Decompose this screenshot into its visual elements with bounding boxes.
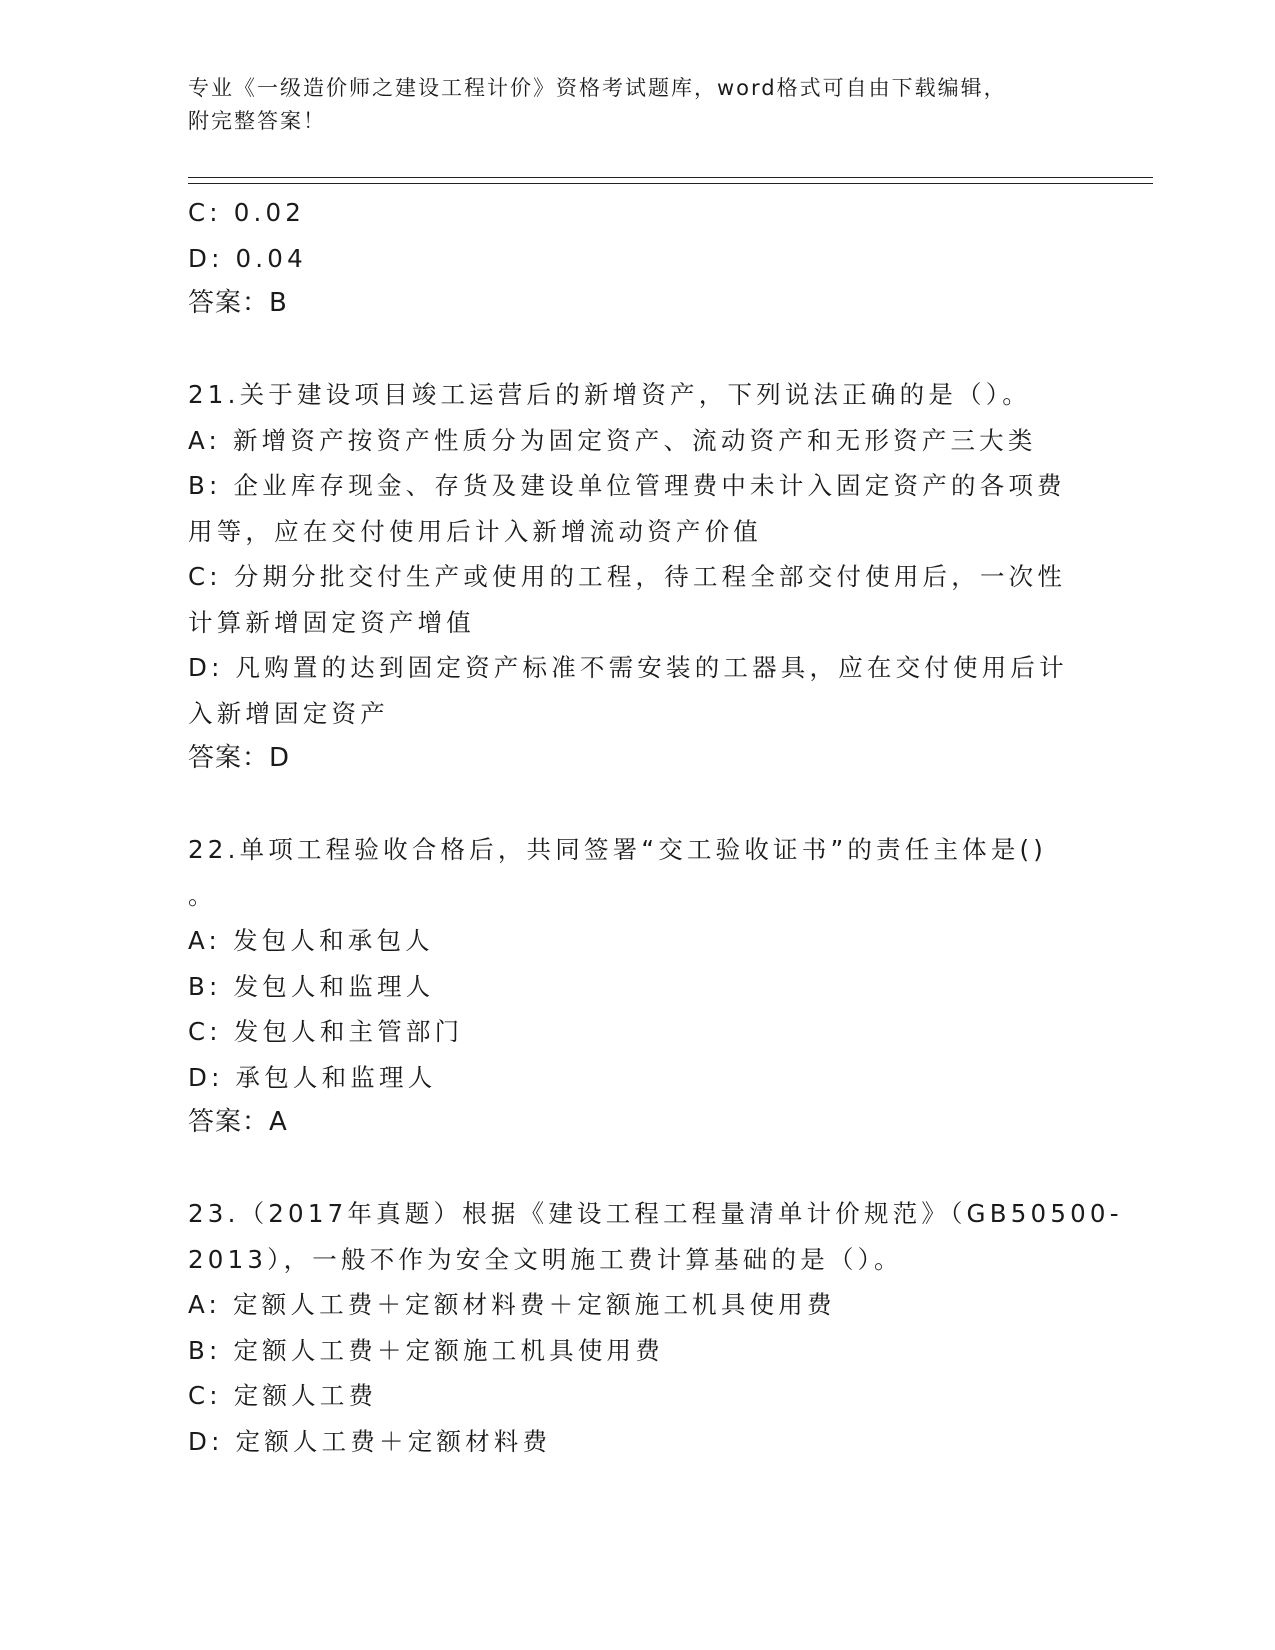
q21-option-c-line-1: C: 分期分批交付生产或使用的工程，待工程全部交付使用后，一次性	[188, 562, 1067, 591]
q22-stem-line-1: 22.单项工程验收合格后，共同签署“交工验收证书”的责任主体是()	[188, 835, 1048, 864]
question-content	[188, 190, 1123, 1464]
q21-option-b-line-2: 用等，应在交付使用后计入新增流动资产价值	[188, 516, 762, 546]
q21-stem: 21.关于建设项目竣工运营后的新增资产，下列说法正确的是（）。	[188, 380, 1031, 409]
spacer	[188, 1146, 1088, 1192]
prev-option-d: D: 0.04	[188, 243, 307, 273]
q22-option-a: A: 发包人和承包人	[188, 926, 434, 955]
document-header	[188, 72, 1068, 138]
q23-option-b: B: 定额人工费＋定额施工机具使用费	[188, 1335, 664, 1365]
q23-option-a: A: 定额人工费＋定额材料费＋定额施工机具使用费	[188, 1290, 836, 1319]
prev-answer: 答案：B	[188, 288, 288, 318]
q22-option-d: D: 承包人和监理人	[188, 1062, 437, 1092]
q22-answer: 答案：A	[188, 1107, 288, 1137]
q21-answer: 答案：D	[188, 743, 291, 773]
q23-option-d: D: 定额人工费＋定额材料费	[188, 1426, 552, 1456]
q23-stem-line-2: 2013），一般不作为安全文明施工费计算基础的是（）。	[188, 1244, 903, 1274]
q21-option-c-line-2: 计算新增固定资产增值	[188, 607, 475, 637]
header-double-rule	[188, 177, 1153, 184]
header-line-1: 专业《一级造价师之建设工程计价》资格考试题库，word格式可自由下载编辑，	[188, 76, 1007, 100]
q22-stem-line-2: 。	[188, 880, 217, 910]
q23-option-c: C: 定额人工费	[188, 1381, 378, 1410]
q22-option-c: C: 发包人和主管部门	[188, 1017, 464, 1046]
spacer	[188, 782, 1088, 828]
q22-option-b: B: 发包人和监理人	[188, 971, 435, 1001]
header-line-2: 附完整答案！	[188, 109, 326, 133]
q21-option-b-line-1: B: 企业库存现金、存货及建设单位管理费中未计入固定资产的各项费	[188, 471, 1066, 500]
spacer	[188, 327, 1088, 373]
q21-option-a: A: 新增资产按资产性质分为固定资产、流动资产和无形资产三大类	[188, 425, 1037, 455]
q23-stem-line-1: 23.（2017年真题）根据《建设工程工程量清单计价规范》（GB50500-	[188, 1199, 1123, 1228]
prev-option-c: C: 0.02	[188, 198, 306, 227]
q21-option-d-line-1: D: 凡购置的达到固定资产标准不需安装的工器具，应在交付使用后计	[188, 653, 1068, 682]
q21-option-d-line-2: 入新增固定资产	[188, 698, 389, 728]
